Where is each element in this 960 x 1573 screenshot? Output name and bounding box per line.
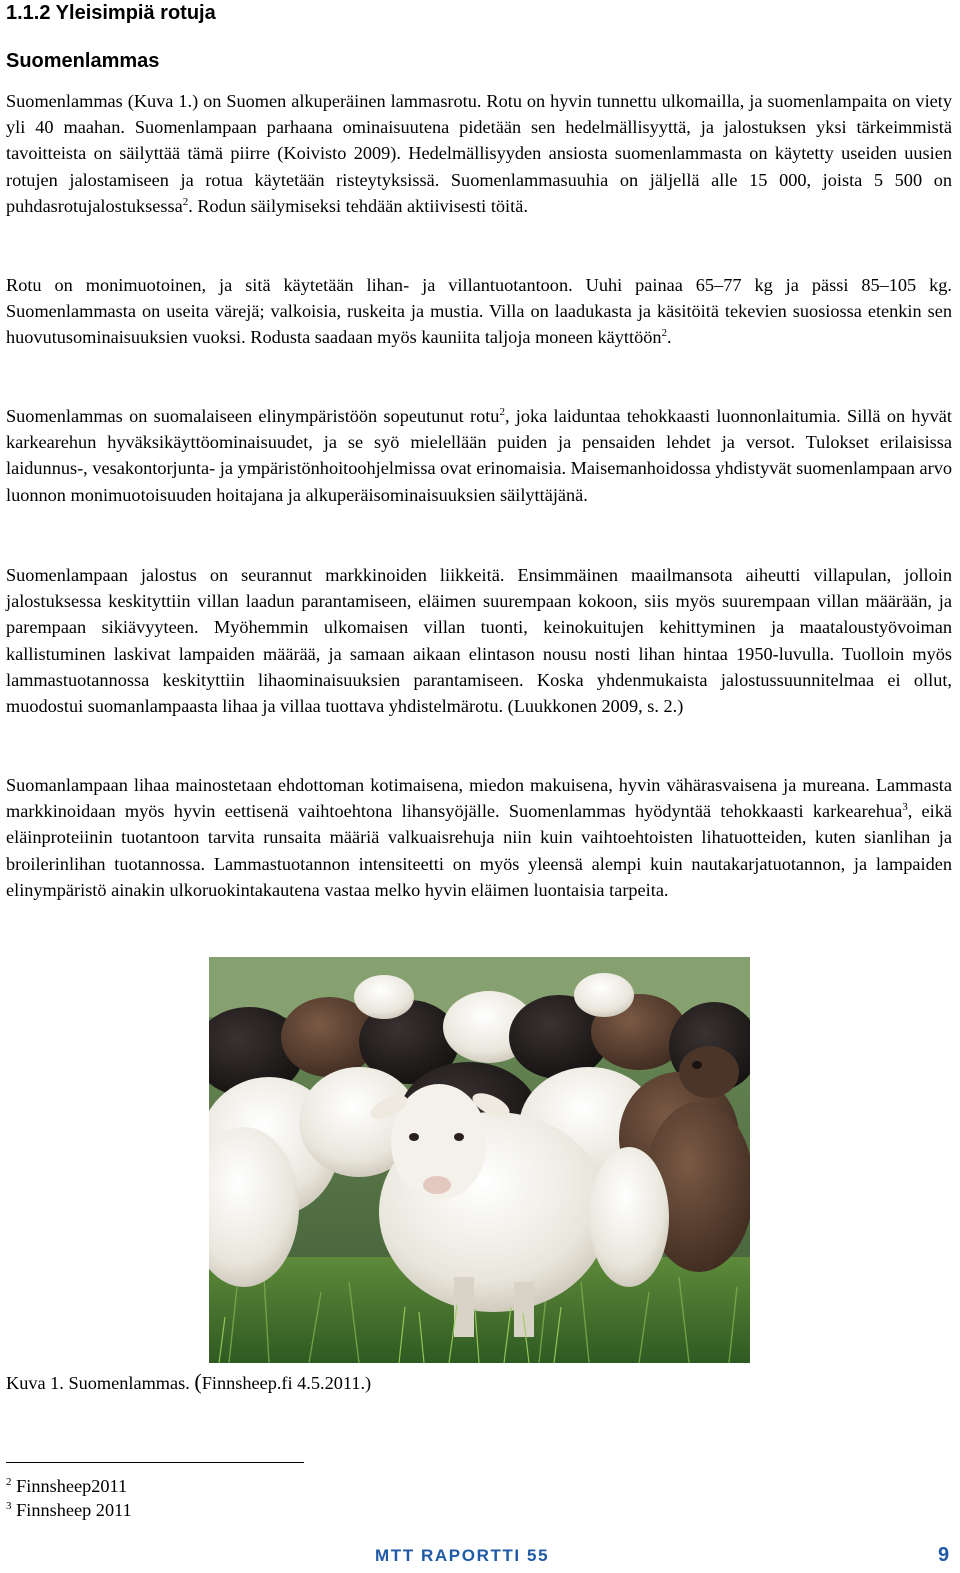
paragraph-3: Suomenlammas on suomalaiseen elinympäristöön sopeutunut rotu$^2$, joka laiduntaa tehokkaasti luonnonlaitumia. Sillä on hyvät karkearehun hyväksikäyttöominaisuudet, ja se syö mielellään puiden ja pensaiden lehdet ja versot. Tulokset erilaisissa laidunnus-, vesakontorjunta- ja ympäristönhoitoohjelmissa ovat erinomaisia. Maisemanhoidossa yhdistyvät suomenlampaan arvo luonnon monimuotoisuuden hoitajana ja alkuperäisominaisuuksien säilyttäjänä. (6, 406, 953, 505)
section-heading: 1.1.2 Yleisimpiä rotuja (6, 2, 216, 24)
footnote-ref: 2 (499, 406, 505, 418)
report-series-label: MTT RAPORTTI 55 (375, 1546, 550, 1565)
paragraph-1: Suomenlammas (Kuva 1.) on Suomen alkuperäinen lammasrotu. Rotu on hyvin tunnettu ulkomailla, ja suomenlampaita on viety yli 40 maahan. Suomenlampaan parhaana ominaisuutena pidetään sen hedelmällisyyttä, ja jalostuksen yksi tärkeimmistä tavoitteista on säilyttää tämä piirre (Koivisto 2009). Hedelmällisyyden ansiosta suomenlammasta on käytetty useiden uusien rotujen jalostamiseen ja rotua käytetään risteytyksissä. Suomenlammasuuhia on jäljellä alle 15 000, joista 5 500 on puhdasrotujalostuksessa$^2$. Rodun säilymiseksi tehdään aktiivisesti töitä. (6, 91, 952, 216)
page-number: 9 (938, 1544, 950, 1566)
footnote-ref: 3 (902, 801, 908, 814)
footnote-ref: 2 (182, 195, 189, 208)
sheep-photo (209, 957, 750, 1363)
footnote-3: $^3$ Finnsheep 2011 (6, 1500, 132, 1520)
subheading: Suomenlammas (6, 50, 160, 72)
paragraph-2: Rotu on monimuotoinen, ja sitä käytetään lihan- ja villantuotantoon. Uuhi painaa 65–77 kg ja pässi 85–105 kg. Suomenlammasta on useita värejä; valkoisia, ruskeita ja mustia. Villa on laadukasta ja käsitöitä tekevien suosiossa etenkin sen huovutusominaisuuksien vuoksi. Rodusta saadaan myös kauniita taljoja moneen käyttöön$^2$. (6, 275, 952, 348)
footnote-2: $^2$ Finnsheep2011 (6, 1476, 128, 1496)
footnote-ref: 2 (661, 327, 667, 340)
footnote-separator (6, 1462, 304, 1463)
sheep-flock-illustration (209, 957, 750, 1363)
figure-caption: Kuva 1. Suomenlammas. (Finnsheep.fi 4.5.2011.) (6, 1369, 372, 1394)
paragraph-5: Suomanlampaan lihaa mainostetaan ehdottoman kotimaisena, miedon makuisena, hyvin vähärasvaisena ja mureana. Lammasta markkinoidaan myös hyvin eettisenä vaihtoehtona lihansyöjälle. Suomenlammas hyödyntää tehokkaasti karkearehua$^3$, eikä eläinproteiinin tuotantoon tarvita runsaita määriä valkuaisrehuja niin kuin vaihtoehtoisten lihatuotteiden, kuten sianlihan ja broilerinlihan tuotannossa. Lammastuotannon intensiteetti on myös yleensä alempi kuin nautakarjatuotannon, ja lampaiden elinympäristö ainakin ulkoruokintakautena vastaa melko hyvin eläimen luontaisia tarpeita. (6, 775, 952, 900)
paragraph-4: Suomenlampaan jalostus on seurannut markkinoiden liikkeitä. Ensimmäinen maailmansota aiheutti villapulan, jolloin jalostuksessa keskityttiin villan laadun parantamiseen, eläimen suurempaan kokoon, siis myös suurempaan villan määrään, ja parempaan sikiävyyteen. Myöhemmin ulkomaisen villan tuonti, keinokuitujen kehittyminen ja maataloustyövoiman kallistuminen laskivat lampaiden määrää, ja samaan aikaan elintason nousu nosti lihan hintaa 1950-luvulla. Tuolloin myös lammastuotannossa keskityttiin lihaominaisuuksien parantamiseen. Koska yhdenmukaista jalostussuunnitelmaa ei ollut, muodostui suomanlampaasta lihaa ja villaa tuottava yhdistelmärotu. (Luukkonen 2009, s. 2.) (6, 565, 952, 717)
